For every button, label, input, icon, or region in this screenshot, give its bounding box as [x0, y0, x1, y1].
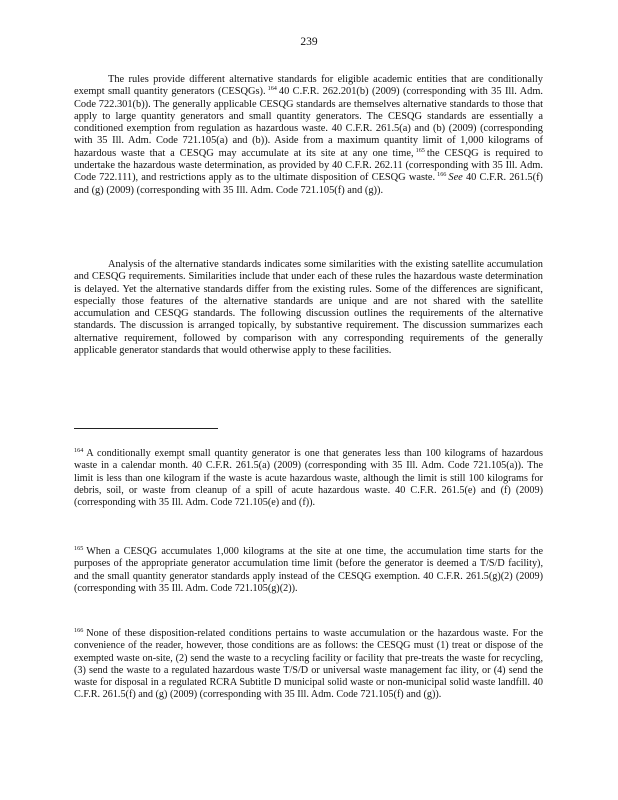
- paragraph-1-text-c: the CESQG is required to undertake the hazardous waste determination, as provided by 40 C.F.R. 262.11 (corresponding with 35 Ill. Adm. Code 722.111), and restrictions apply as to the ultimate disposition of CESQG waste.: [74, 147, 543, 184]
- footnote-ref-164: 164: [267, 85, 277, 93]
- body-paragraph-2: [74, 259, 543, 357]
- footnote-text: A conditionally exempt small quantity generator is one that generates less than 100 kilograms of hazardous waste in a calendar month. 40 C.F.R. 261.5(a) (2009) (corresponding with 35 Ill. Adm. Code 721.105(a)). The limit is less than one kilogram if the waste is acute hazardous waste, although the limit is still 100 kilograms for debris, soil, or waste from cleanup of a spill of acute hazardous waste. 40 C.F.R. 261.5(e) and (f) (2009) (corresponding with 35 Ill. Adm. Code 721.105(e) and (f)).: [74, 448, 543, 509]
- footnote-ref-165: 165: [415, 146, 425, 154]
- footnote-ref-166: 166: [437, 171, 447, 179]
- paragraph-1-text-a: The rules provide different alternative standards for eligible academic entities that are conditionally exempt small quantity generators (CESQGs).: [74, 74, 543, 98]
- see-signal: See: [448, 172, 463, 184]
- footnote-165: [74, 546, 543, 595]
- paragraph-2-text: Analysis of the alternative standards indicates some similarities with the existing satellite accumulation and CESQG requirements. Similarities include that under each of these rules the hazardous waste determination is delayed. Yet the alternative standards differ from the existing rules. Some of the differences are significant, especially those features of the alternative standards are unique and are not shared with the satellite accumulation and CESQG standards. The following discussion outlines the requirements of the alternative standards. The discussion is arranged topically, by substantive requirement. The discussion summarizes each alternative requirement, followed by comparison with any corresponding requirements of the generally applicable generator standards that would otherwise apply to these facilities.: [74, 259, 543, 357]
- paragraph-1-text-d: 40 C.F.R. 261.5(f) and (g) (2009) (corresponding with 35 Ill. Adm. Code 721.105(f) and (g)).: [74, 172, 543, 196]
- footnote-166: [74, 628, 543, 702]
- footnote-164: [74, 448, 543, 509]
- page-number: 239: [300, 36, 318, 48]
- body-paragraph-1: [74, 74, 543, 197]
- paragraph-1-text-b: 40 C.F.R. 262.201(b) (2009) (corresponding with 35 Ill. Adm. Code 722.301(b)). The generally applicable CESQG standards are themselves alternative standards to those that apply to large quantity generators and small quantity generators. The CESQG standards are essentially a conditioned exemption from regulation as hazardous waste. 40 C.F.R. 261.5(a) and (b) (2009) (corresponding with 35 Ill. Adm. Code 721.105(a) and (b)). Aside from a maximum quantity limit of 1,000 kilograms of hazardous waste that a CESQG may accumulate at its site at any one time,: [74, 86, 543, 159]
- footnote-number: 166: [74, 627, 84, 634]
- footnote-number: 165: [74, 545, 84, 552]
- footnote-number: 164: [74, 447, 84, 454]
- footnote-text: None of these disposition-related conditions pertains to waste accumulation or the hazardous waste. For the convenience of the reader, however, those conditions are as follows: the CESQG must (1) treat or dispose of the exempted waste on-site, (2) send the waste to a recycling facility or facility that pre-treats the waste for recycling, (3) send the waste to a regulated hazardous waste T/S/D or universal waste management fac ility, or (4) send the waste for disposal in a regulated RCRA Subtitle D municipal solid waste or non-municipal solid waste landfill. 40 C.F.R. 261.5(f) and (g) (2009) (corresponding with 35 Ill. Adm. Code 721.105(f) and (g)).: [74, 628, 543, 701]
- footnote-text: When a CESQG accumulates 1,000 kilograms at the site at one time, the accumulation time starts for the purposes of the appropriate generator accumulation time limit (before the generator is deemed a T/S/D facility), and the small quantity generator standards apply instead of the CESQG exemption. 40 C.F.R. 261.5(g)(2) (2009) (corresponding with 35 Ill. Adm. Code 721.105(g)(2)).: [74, 546, 543, 594]
- footnote-divider: [74, 428, 218, 429]
